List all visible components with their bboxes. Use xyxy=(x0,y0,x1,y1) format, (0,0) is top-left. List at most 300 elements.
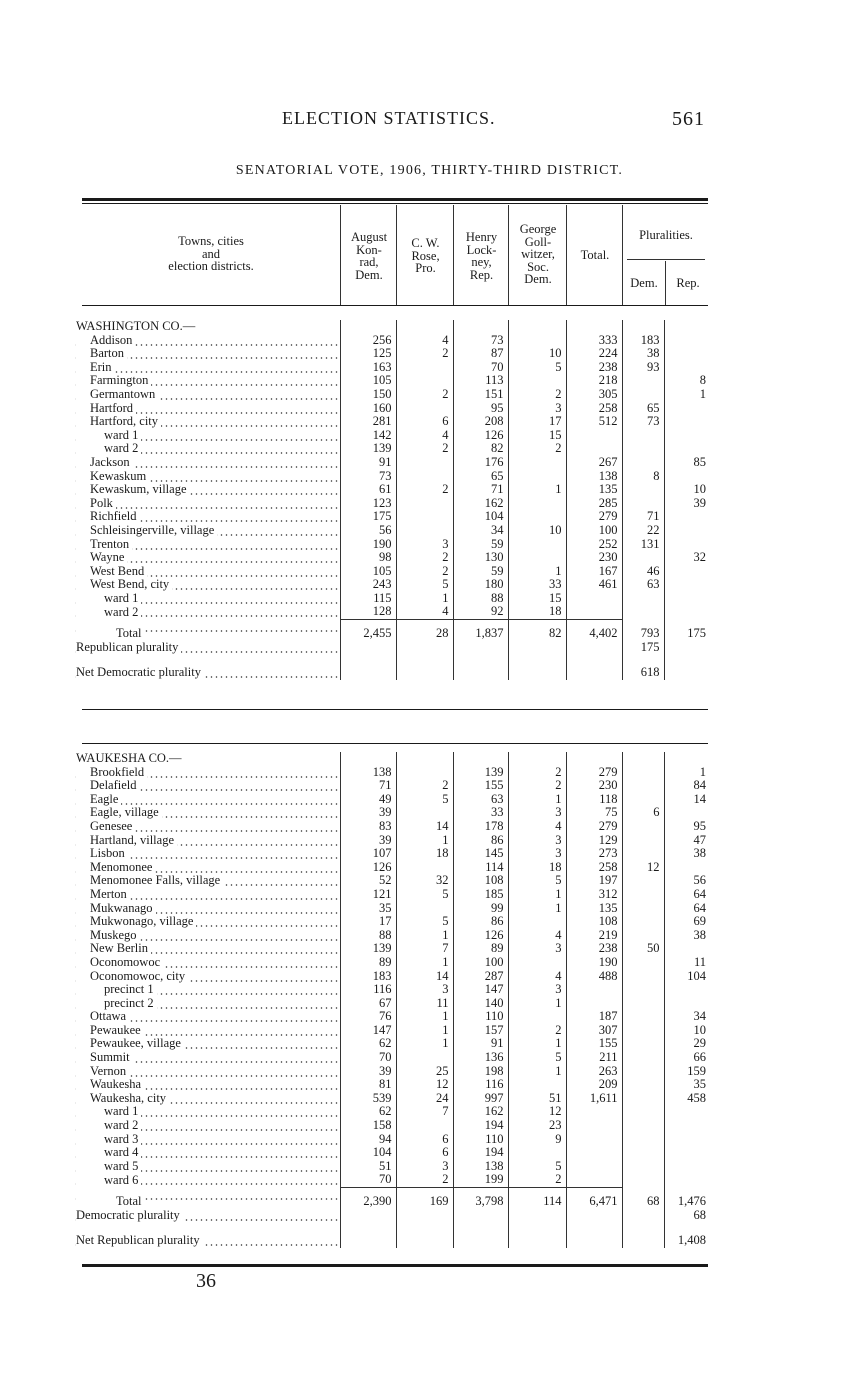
vote-cell: 15 xyxy=(508,592,566,606)
vote-cell: 114 xyxy=(508,1188,566,1209)
vote-cell xyxy=(566,605,622,619)
spacer-cell xyxy=(508,654,566,666)
vote-cell xyxy=(340,666,396,680)
vote-cell: 1 xyxy=(664,766,710,780)
table-row xyxy=(74,793,710,807)
vote-cell: 139 xyxy=(340,442,396,456)
vote-cell: 2 xyxy=(508,766,566,780)
vote-cell xyxy=(664,402,710,416)
vote-cell: 118 xyxy=(566,793,622,807)
vote-cell: 32 xyxy=(664,551,710,565)
vote-cell: 208 xyxy=(453,415,508,429)
vote-cell: 18 xyxy=(508,605,566,619)
spacer-row xyxy=(74,654,710,666)
row-label-text: Summit xyxy=(76,1051,133,1064)
vote-cell: 2 xyxy=(508,442,566,456)
spacer-cell xyxy=(664,1222,710,1234)
vote-cell xyxy=(622,551,664,565)
vote-cell: 82 xyxy=(508,620,566,641)
vote-cell xyxy=(622,766,664,780)
vote-cell xyxy=(622,956,664,970)
table-row xyxy=(74,347,710,361)
row-label xyxy=(74,565,340,579)
vote-cell xyxy=(622,456,664,470)
pluralities-header xyxy=(622,205,709,305)
row-label xyxy=(74,766,340,780)
plurality-row xyxy=(74,1209,710,1223)
vote-cell: 56 xyxy=(340,524,396,538)
row-label-text: Waukesha, city xyxy=(76,1092,169,1105)
vote-cell xyxy=(622,888,664,902)
vote-cell: 138 xyxy=(340,766,396,780)
vote-cell xyxy=(396,524,453,538)
row-label xyxy=(74,510,340,524)
row-label-text: precinct 2 xyxy=(76,997,157,1010)
rose-header-line: Rose, xyxy=(411,248,440,263)
table-row xyxy=(74,388,710,402)
vote-cell xyxy=(622,793,664,807)
row-label xyxy=(74,1037,340,1051)
vote-cell: 95 xyxy=(664,820,710,834)
vote-cell: 5 xyxy=(396,915,453,929)
vote-cell xyxy=(622,442,664,456)
vote-cell xyxy=(453,320,508,334)
vote-cell xyxy=(396,456,453,470)
gollwitzer-header-line: Dem. xyxy=(524,272,552,286)
net-plurality-row xyxy=(74,1234,710,1248)
vote-cell xyxy=(508,915,566,929)
row-label-text: Farmington xyxy=(76,374,151,387)
row-label-text: ward 3 xyxy=(76,1133,141,1146)
vote-cell: 305 xyxy=(566,388,622,402)
towns-header-line: Towns, cities xyxy=(178,234,244,248)
row-label-text: Waukesha xyxy=(76,1078,144,1091)
vote-cell xyxy=(664,470,710,484)
table-row xyxy=(74,997,710,1011)
vote-cell: 86 xyxy=(453,915,508,929)
spacer-cell xyxy=(340,1222,396,1234)
total-row xyxy=(74,1188,710,1209)
vote-cell xyxy=(622,1010,664,1024)
vote-cell: 93 xyxy=(622,361,664,375)
vote-cell: 126 xyxy=(453,429,508,443)
table-row xyxy=(74,361,710,375)
vote-cell: 136 xyxy=(453,1051,508,1065)
vote-cell: 52 xyxy=(340,874,396,888)
vote-cell xyxy=(508,456,566,470)
table-row xyxy=(74,847,710,861)
vote-cell: 3 xyxy=(508,942,566,956)
vote-cell: 2 xyxy=(508,1024,566,1038)
spacer-cell xyxy=(453,654,508,666)
vote-cell xyxy=(622,1051,664,1065)
row-label-text: Eagle xyxy=(76,793,121,806)
vote-cell xyxy=(622,834,664,848)
vote-cell: 155 xyxy=(566,1037,622,1051)
vote-cell xyxy=(340,752,396,766)
rose-header xyxy=(396,205,454,305)
lockney-header-line: Rep. xyxy=(469,267,494,282)
row-label-text: Total xyxy=(76,626,145,640)
row-label-text: ward 6 xyxy=(76,1173,141,1187)
table-row xyxy=(74,806,710,820)
row-label-text: Lisbon xyxy=(76,847,128,860)
row-label xyxy=(74,666,340,680)
vote-cell xyxy=(664,666,710,680)
table-row xyxy=(74,1037,710,1051)
vote-cell: 128 xyxy=(340,605,396,619)
vote-cell: 107 xyxy=(340,847,396,861)
row-label xyxy=(74,861,340,875)
row-label xyxy=(74,592,340,606)
vote-cell: 2 xyxy=(508,388,566,402)
vote-cell xyxy=(396,902,453,916)
vote-cell: 83 xyxy=(340,820,396,834)
vote-cell: 194 xyxy=(453,1146,508,1160)
row-label-text: Menomonee Falls, village xyxy=(76,874,223,887)
vote-cell: 12 xyxy=(508,1105,566,1119)
lockney-header-line: Lock- xyxy=(466,242,497,257)
vote-cell: 194 xyxy=(453,1119,508,1133)
table-row xyxy=(74,402,710,416)
vote-cell: 4 xyxy=(508,820,566,834)
vote-cell xyxy=(508,1209,566,1223)
row-label xyxy=(74,415,340,429)
vote-cell xyxy=(396,1209,453,1223)
table-row xyxy=(74,429,710,443)
vote-cell: 23 xyxy=(508,1119,566,1133)
row-label-text: Wayne xyxy=(76,551,127,564)
row-label xyxy=(74,902,340,916)
vote-cell: 175 xyxy=(340,510,396,524)
table-row xyxy=(74,1119,710,1133)
vote-cell: 63 xyxy=(622,578,664,592)
table-row xyxy=(74,902,710,916)
vote-cell: 24 xyxy=(396,1092,453,1106)
row-label xyxy=(74,456,340,470)
vote-cell: 160 xyxy=(340,402,396,416)
row-label xyxy=(74,605,340,619)
vote-cell: 5 xyxy=(508,1051,566,1065)
row-label xyxy=(74,793,340,807)
vote-cell xyxy=(622,915,664,929)
row-label-text: Hartland, village xyxy=(76,834,177,847)
row-label-text: ward 2 xyxy=(76,605,141,619)
row-label xyxy=(74,874,340,888)
row-label xyxy=(74,361,340,375)
vote-cell xyxy=(396,1234,453,1248)
row-label xyxy=(74,1065,340,1079)
vote-cell xyxy=(508,374,566,388)
vote-cell xyxy=(664,415,710,429)
vote-cell: 76 xyxy=(340,1010,396,1024)
table-row xyxy=(74,374,710,388)
vote-cell: 85 xyxy=(664,456,710,470)
vote-cell: 139 xyxy=(453,766,508,780)
vote-cell: 91 xyxy=(340,456,396,470)
vote-cell xyxy=(508,1010,566,1024)
county-row xyxy=(74,320,710,334)
vote-cell xyxy=(340,1209,396,1223)
towns-header-line: election districts. xyxy=(168,259,254,273)
vote-cell xyxy=(622,874,664,888)
spacer-cell xyxy=(622,1222,664,1234)
vote-cell: 175 xyxy=(664,620,710,641)
vote-cell: 11 xyxy=(396,997,453,1011)
vote-cell: 115 xyxy=(340,592,396,606)
table-row xyxy=(74,415,710,429)
vote-cell: 71 xyxy=(340,779,396,793)
lockney-header-line: ney, xyxy=(471,255,492,269)
bottom-double-rule xyxy=(82,1264,708,1267)
vote-cell: 224 xyxy=(566,347,622,361)
vote-cell xyxy=(622,1024,664,1038)
vote-cell: 1,408 xyxy=(664,1234,710,1248)
row-label-text: Eagle, village xyxy=(76,806,162,819)
row-label-text: West Bend, city xyxy=(76,578,172,591)
vote-cell: 50 xyxy=(622,942,664,956)
row-label-text: Mukwanago xyxy=(76,902,156,915)
vote-cell: 91 xyxy=(453,1037,508,1051)
vote-cell: 4 xyxy=(396,605,453,619)
vote-cell xyxy=(622,983,664,997)
gollwitzer-header-line: George xyxy=(519,222,557,236)
table-row xyxy=(74,820,710,834)
vote-cell: 73 xyxy=(453,334,508,348)
vote-cell: 267 xyxy=(566,456,622,470)
table-row xyxy=(74,605,710,619)
vote-cell xyxy=(622,1173,664,1187)
vote-cell: 176 xyxy=(453,456,508,470)
vote-cell: 4 xyxy=(508,970,566,984)
vote-cell: 279 xyxy=(566,766,622,780)
vote-cell xyxy=(622,997,664,1011)
vote-cell xyxy=(453,752,508,766)
row-label-text: Germantown xyxy=(76,388,158,401)
vote-cell: 69 xyxy=(664,915,710,929)
row-label xyxy=(74,538,340,552)
vote-cell: 199 xyxy=(453,1173,508,1187)
vote-cell xyxy=(664,361,710,375)
vote-cell: 14 xyxy=(396,820,453,834)
vote-cell: 113 xyxy=(453,374,508,388)
vote-cell xyxy=(396,320,453,334)
row-label xyxy=(74,497,340,511)
vote-cell: 175 xyxy=(622,641,664,655)
vote-cell xyxy=(508,956,566,970)
towns-header-line: and xyxy=(201,246,221,261)
vote-cell: 285 xyxy=(566,497,622,511)
table-row xyxy=(74,1173,710,1187)
vote-cell xyxy=(566,592,622,606)
county-row xyxy=(74,752,710,766)
vote-cell: 17 xyxy=(340,915,396,929)
vote-cell xyxy=(664,565,710,579)
row-label-text: Kewaskum, village xyxy=(76,483,190,496)
row-label-text: precinct 1 xyxy=(76,983,157,996)
spacer-cell xyxy=(396,654,453,666)
vote-cell: 793 xyxy=(622,620,664,641)
row-label xyxy=(74,1078,340,1092)
vote-cell: 4 xyxy=(396,429,453,443)
vote-cell: 70 xyxy=(453,361,508,375)
vote-cell: 35 xyxy=(340,902,396,916)
vote-cell: 17 xyxy=(508,415,566,429)
vote-cell: 273 xyxy=(566,847,622,861)
vote-cell: 5 xyxy=(508,1160,566,1174)
vote-cell: 28 xyxy=(396,620,453,641)
vote-cell: 82 xyxy=(453,442,508,456)
lockney-header xyxy=(453,205,509,305)
vote-cell: 1 xyxy=(396,1024,453,1038)
vote-cell: 49 xyxy=(340,793,396,807)
gollwitzer-header xyxy=(508,205,567,305)
vote-cell: 2 xyxy=(396,442,453,456)
vote-cell: 29 xyxy=(664,1037,710,1051)
gollwitzer-header-line: Goll- xyxy=(524,234,552,249)
vote-cell: 312 xyxy=(566,888,622,902)
table-row xyxy=(74,1160,710,1174)
vote-cell: 4 xyxy=(396,334,453,348)
table-row xyxy=(74,970,710,984)
total-header-label: Total. xyxy=(580,248,610,262)
vote-cell: 256 xyxy=(340,334,396,348)
vote-cell: 151 xyxy=(453,388,508,402)
vote-cell: 147 xyxy=(453,983,508,997)
vote-cell xyxy=(566,320,622,334)
row-label-text: Barton xyxy=(76,347,127,360)
vote-cell: 2 xyxy=(396,565,453,579)
row-label xyxy=(74,820,340,834)
vote-cell: 218 xyxy=(566,374,622,388)
vote-cell xyxy=(508,510,566,524)
row-label xyxy=(74,1051,340,1065)
vote-cell xyxy=(508,497,566,511)
row-label-text: ward 5 xyxy=(76,1160,141,1173)
row-label xyxy=(74,620,340,641)
vote-cell: 1 xyxy=(396,956,453,970)
konrad-header xyxy=(340,205,397,305)
vote-cell xyxy=(664,997,710,1011)
vote-cell: 110 xyxy=(453,1010,508,1024)
row-label xyxy=(74,402,340,416)
spacer-cell xyxy=(74,1222,340,1234)
vote-cell: 63 xyxy=(453,793,508,807)
vote-cell: 1,611 xyxy=(566,1092,622,1106)
vote-cell: 95 xyxy=(453,402,508,416)
vote-cell xyxy=(566,1133,622,1147)
vote-cell: 81 xyxy=(340,1078,396,1092)
vote-cell xyxy=(622,847,664,861)
vote-cell: 64 xyxy=(664,888,710,902)
row-label xyxy=(74,483,340,497)
vote-cell: 140 xyxy=(453,997,508,1011)
vote-cell xyxy=(622,1078,664,1092)
vote-cell: 14 xyxy=(664,793,710,807)
row-label-text: Kewaskum xyxy=(76,470,149,483)
vote-cell xyxy=(566,1160,622,1174)
spacer-row xyxy=(74,1222,710,1234)
row-label xyxy=(74,915,340,929)
vote-cell: 100 xyxy=(453,956,508,970)
row-label xyxy=(74,1234,340,1248)
table-row xyxy=(74,510,710,524)
vote-cell: 281 xyxy=(340,415,396,429)
vote-cell: 130 xyxy=(453,551,508,565)
vote-cell xyxy=(664,592,710,606)
vote-cell: 11 xyxy=(664,956,710,970)
vote-cell xyxy=(566,1173,622,1187)
vote-cell: 190 xyxy=(566,956,622,970)
vote-cell xyxy=(340,320,396,334)
vote-cell: 12 xyxy=(622,861,664,875)
vote-cell: 219 xyxy=(566,929,622,943)
vote-cell: 162 xyxy=(453,497,508,511)
vote-cell: 138 xyxy=(453,1160,508,1174)
spacer-cell xyxy=(508,1222,566,1234)
row-label xyxy=(74,847,340,861)
konrad-header-line: Kon- xyxy=(356,242,382,257)
vote-cell: 147 xyxy=(340,1024,396,1038)
vote-cell xyxy=(664,1146,710,1160)
vote-cell: 10 xyxy=(508,347,566,361)
vote-cell: 461 xyxy=(566,578,622,592)
vote-cell: 238 xyxy=(566,942,622,956)
row-label xyxy=(74,956,340,970)
table-title: SENATORIAL VOTE, 1906, THIRTY-THIRD DISTRICT. xyxy=(235,163,624,178)
row-label xyxy=(74,470,340,484)
vote-cell: 458 xyxy=(664,1092,710,1106)
vote-cell: 8 xyxy=(622,470,664,484)
vote-cell: 279 xyxy=(566,510,622,524)
vote-cell: 39 xyxy=(340,834,396,848)
spacer-cell xyxy=(340,654,396,666)
county-name: WAUKESHA CO.— xyxy=(76,752,182,765)
vote-cell: 7 xyxy=(396,1105,453,1119)
vote-cell xyxy=(622,592,664,606)
vote-cell: 5 xyxy=(396,578,453,592)
vote-cell: 51 xyxy=(508,1092,566,1106)
vote-cell xyxy=(664,510,710,524)
vote-cell: 211 xyxy=(566,1051,622,1065)
vote-cell: 4 xyxy=(508,929,566,943)
row-label xyxy=(74,997,340,1011)
vote-cell: 3 xyxy=(396,983,453,997)
vote-cell: 1 xyxy=(508,483,566,497)
vote-cell: 3 xyxy=(508,847,566,861)
vote-cell: 38 xyxy=(664,847,710,861)
vote-cell xyxy=(664,861,710,875)
vote-cell xyxy=(508,334,566,348)
vote-cell: 6 xyxy=(396,415,453,429)
waukesha-top-rule xyxy=(82,743,708,744)
vote-cell xyxy=(622,1146,664,1160)
vote-cell: 1 xyxy=(508,565,566,579)
row-label-text: Brookfield xyxy=(76,766,147,779)
table-row xyxy=(74,442,710,456)
table-row xyxy=(74,565,710,579)
vote-cell: 2 xyxy=(508,1173,566,1187)
vote-cell: 162 xyxy=(453,1105,508,1119)
vote-cell: 142 xyxy=(340,429,396,443)
vote-cell xyxy=(664,334,710,348)
row-label-text: ward 2 xyxy=(76,1119,141,1132)
row-label-text: Richfield xyxy=(76,510,140,523)
vote-cell: 34 xyxy=(453,524,508,538)
spacer-cell xyxy=(74,654,340,666)
vote-cell: 70 xyxy=(340,1173,396,1187)
vote-cell: 258 xyxy=(566,861,622,875)
